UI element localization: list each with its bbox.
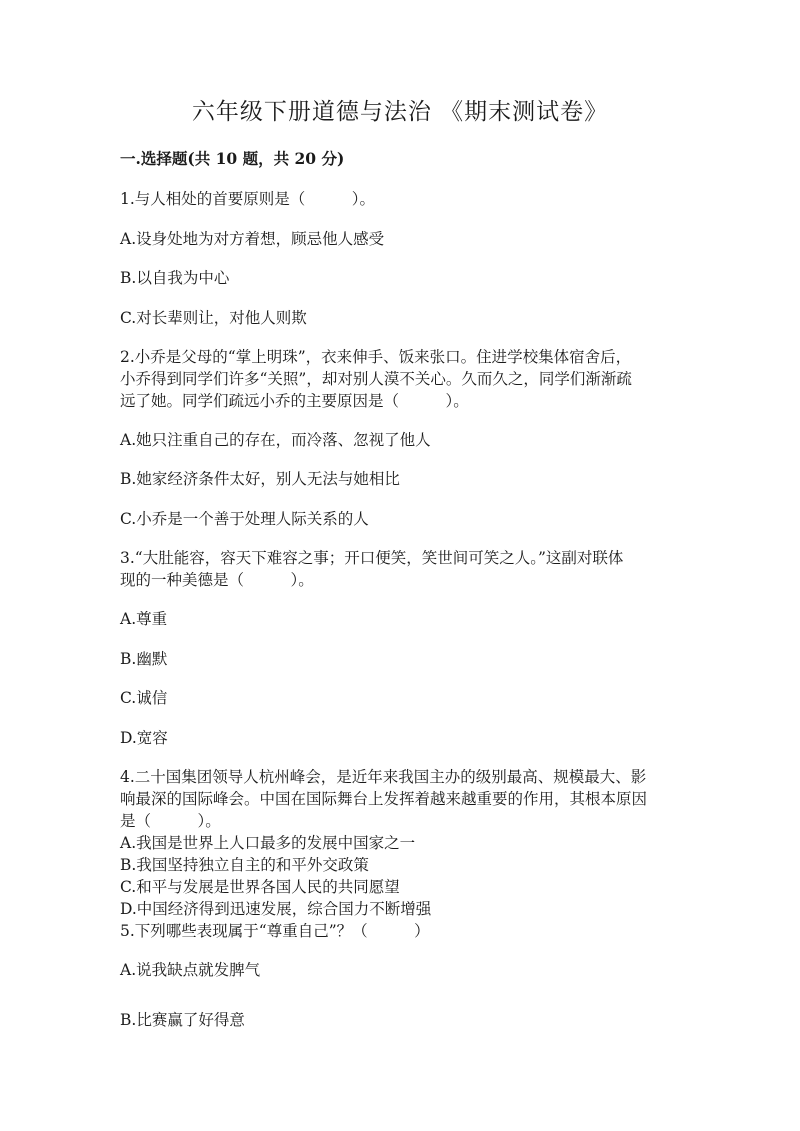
q2-stem-line2: 小乔得到同学们许多“关照”，却对别人漠不关心。久而久之，同学们渐渐疏 <box>120 370 632 388</box>
exam-title: 六年级下册道德与法治 《期末测试卷》 <box>191 99 609 125</box>
q3-option-c: C.诚信 <box>120 689 168 707</box>
q2-stem-line3: 远了她。同学们疏远小乔的主要原因是（ ）。 <box>120 392 469 410</box>
q1-option-a: A.设身处地为对方着想，顾忌他人感受 <box>120 230 385 248</box>
q3-option-d: D.宽容 <box>120 729 168 747</box>
q5-option-b: B.比赛赢了好得意 <box>120 1011 245 1029</box>
q2-stem-line1: 2.小乔是父母的“掌上明珠”，衣来伸手、饭来张口。住进学校集体宿舍后， <box>120 348 632 366</box>
q5-option-a: A.说我缺点就发脾气 <box>120 961 261 979</box>
q2-option-c: C.小乔是一个善于处理人际关系的人 <box>120 510 369 528</box>
q2-option-a: A.她只注重自己的存在，而冷落、忽视了他人 <box>120 431 431 449</box>
q3-stem-line1: 3.“大肚能容，容天下难容之事；开口便笑，笑世间可笑之人。”这副对联体 <box>120 549 624 567</box>
q2-option-b: B.她家经济条件太好，别人无法与她相比 <box>120 470 400 488</box>
q3-option-a: A.尊重 <box>120 610 168 628</box>
q4-stem-line2: 响最深的国际峰会。中国在国际舞台上发挥着越来越重要的作用，其根本原因 <box>120 790 648 808</box>
q1-option-b: B.以自我为中心 <box>120 269 230 287</box>
q4-option-c: C.和平与发展是世界各国人民的共同愿望 <box>120 878 400 896</box>
q3-option-b: B.幽默 <box>120 650 168 668</box>
q1-stem: 1.与人相处的首要原则是（ ）。 <box>120 190 376 208</box>
q4-stem-line1: 4.二十国集团领导人杭州峰会，是近年来我国主办的级别最高、规模最大、影 <box>120 768 647 786</box>
q1-option-c: C.对长辈则让，对他人则欺 <box>120 309 307 327</box>
q4-option-b: B.我国坚持独立自主的和平外交政策 <box>120 856 369 874</box>
q5-stem: 5.下列哪些表现属于“尊重自己”？（ ） <box>120 922 430 940</box>
q4-option-a: A.我国是世界上人口最多的发展中国家之一 <box>120 834 416 852</box>
q4-option-d: D.中国经济得到迅速发展，综合国力不断增强 <box>120 900 432 918</box>
q3-stem-line2: 现的一种美德是（ ）。 <box>120 571 314 589</box>
q4-stem-line3: 是（ ）。 <box>120 812 221 830</box>
section-heading: 一.选择题(共 10 题，共 20 分) <box>120 149 345 168</box>
